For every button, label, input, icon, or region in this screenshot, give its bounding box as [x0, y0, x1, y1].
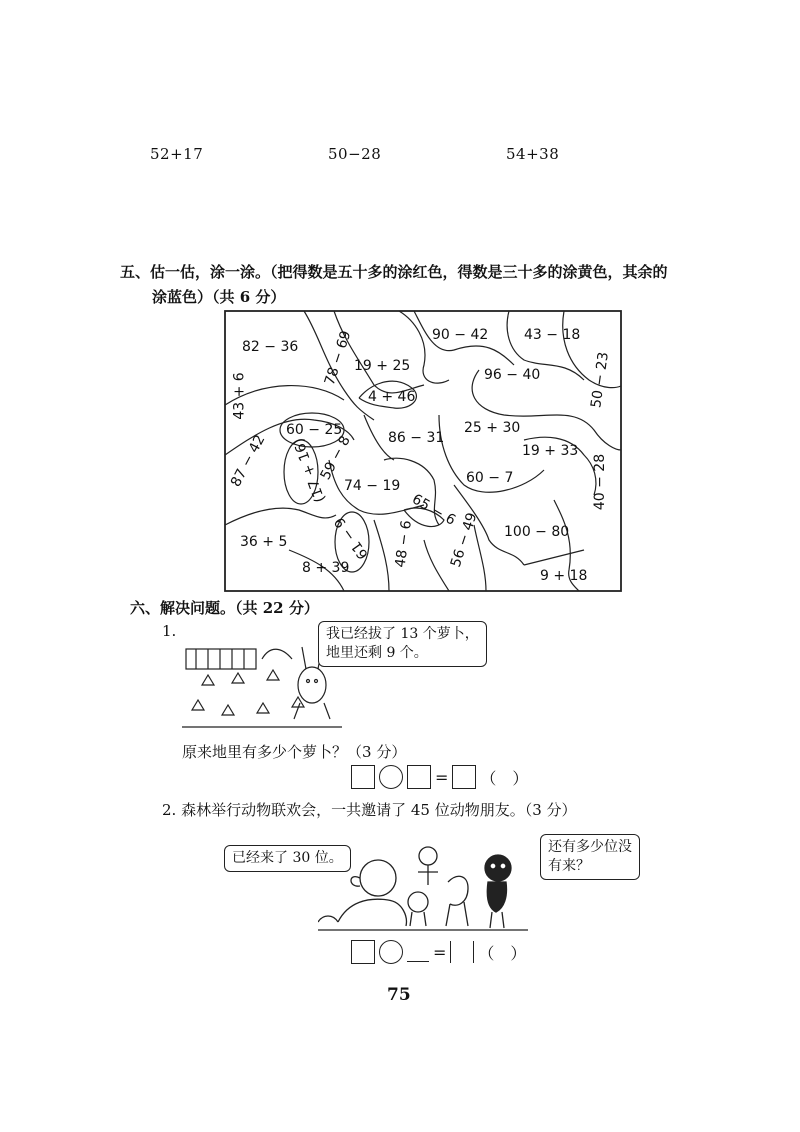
q2-answer-box-1[interactable] [351, 940, 375, 964]
region-78-69: 78 − 69 [321, 328, 355, 388]
region-48-6: 48 − 6 [392, 519, 415, 569]
q2-text: 2. 森林举行动物联欢会，一共邀请了 45 位动物朋友。（3 分） [162, 801, 577, 819]
q1-answer-box-1[interactable] [351, 765, 375, 789]
region-19-33: 19 + 33 [522, 443, 579, 459]
region-40-28: 40 − 28 [592, 453, 609, 511]
region-50-23: 50 − 23 [588, 351, 612, 409]
q1-equation [351, 765, 528, 789]
q1-answer-box-2[interactable] [407, 765, 431, 789]
q1-equals: = [435, 767, 449, 787]
region-90-42: 90 − 42 [432, 327, 489, 343]
region-96-40: 96 − 40 [484, 367, 541, 383]
q1-answer-box-3[interactable] [452, 765, 476, 789]
animals-illustration [318, 842, 528, 934]
region-8-39: 8 + 39 [302, 560, 350, 576]
region-60-25: 60 − 25 [286, 422, 343, 438]
region-59-8: 59 − 8 [317, 433, 354, 483]
q2-answer-box-3[interactable] [450, 941, 474, 963]
region-4-46: 4 + 46 [368, 389, 416, 405]
q1-question: 原来地里有多少个萝卜？（3 分） [182, 743, 407, 761]
q2-bubble-left-text: 已经来了 30 位。 [232, 850, 343, 866]
region-36-5: 36 + 5 [240, 534, 288, 550]
region-87-42: 87 − 42 [227, 432, 269, 490]
coloring-puzzle [224, 310, 622, 592]
q2-operator-circle[interactable] [379, 940, 403, 964]
q1-bubble-line2: 地里还剩 9 个。 [326, 645, 428, 661]
region-86-31: 86 − 31 [388, 430, 445, 446]
q2-answer-blank[interactable] [407, 943, 429, 962]
q2-equals: = [433, 942, 447, 962]
exercise-1: 52+17 [150, 145, 204, 163]
q1-number: 1. [162, 622, 177, 640]
region-43-18: 43 − 18 [524, 327, 581, 343]
region-82-36: 82 − 36 [242, 339, 299, 355]
region-19-25: 19 + 25 [354, 358, 411, 374]
q2-speech-bubble-right [540, 834, 640, 880]
exercise-2: 50−28 [328, 145, 382, 163]
region-65-6: 65 − 6 [409, 491, 459, 529]
section6-heading: 六、解决问题。（共 22 分） [130, 599, 319, 617]
region-74-19: 74 − 19 [344, 478, 401, 494]
page-number: 75 [387, 985, 411, 1005]
region-17-16: (17 + 16) [290, 435, 329, 505]
region-61-9: 61 − 9 [331, 514, 372, 562]
region-56-49: 56 − 49 [447, 510, 481, 570]
section5-heading-line1: 五、估一估，涂一涂。（把得数是五十多的涂红色，得数是三十多的涂黄色，其余的 [120, 263, 668, 281]
region-100-80: 100 − 80 [504, 524, 570, 540]
q2-bubble-right-line1: 还有多少位没 [548, 839, 632, 855]
region-9-18: 9 + 18 [540, 568, 588, 584]
exercise-3: 54+38 [506, 145, 560, 163]
q1-bubble-line1: 我已经拔了 13 个萝卜， [326, 626, 479, 642]
section5-heading-line2: 涂蓝色）（共 6 分） [152, 288, 286, 306]
q1-operator-circle[interactable] [379, 765, 403, 789]
q1-speech-bubble [318, 621, 487, 667]
q1-unit-paren[interactable]: （ ） [480, 768, 529, 788]
region-60-7: 60 − 7 [466, 470, 514, 486]
q2-bubble-right-line2: 有来？ [548, 858, 590, 874]
region-43-6: 43 + 6 [231, 372, 248, 420]
q2-unit-paren[interactable]: （ ） [478, 943, 527, 963]
q2-equation [351, 940, 526, 964]
region-25-30: 25 + 30 [464, 420, 521, 436]
